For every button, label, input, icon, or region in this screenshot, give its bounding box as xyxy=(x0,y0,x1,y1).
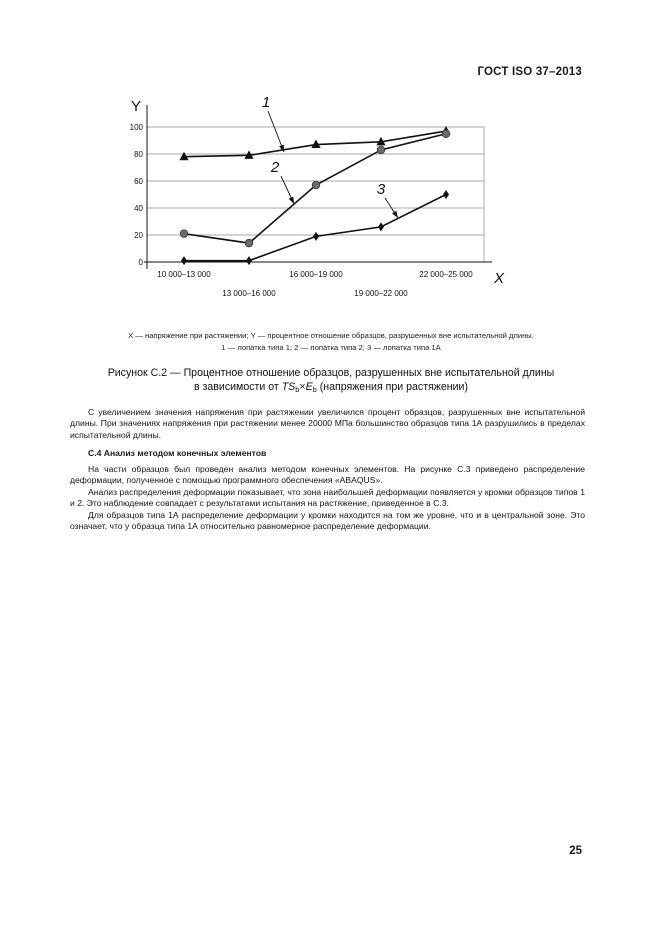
series-2-point xyxy=(442,130,450,138)
series-2-point xyxy=(377,146,385,154)
series-3-point xyxy=(181,256,187,265)
x-tick-label: 16 000–19 000 xyxy=(289,270,343,279)
y-axis-label: Y xyxy=(130,98,142,115)
x-axis-label: X xyxy=(493,270,505,287)
caption-e: E xyxy=(305,381,313,393)
line-chart xyxy=(0,0,662,310)
paragraph-1: С увеличением значения напряжения при растяжении увеличился процент образцов, разрушенных вне испытательной длины. При значениях напряжения при растяжении менее 20000 МПа большинство образцов типа 1А разрушились в пределах испытательной длины. xyxy=(70,407,585,440)
paragraph-4: Для образцов типа 1А распределение деформации у кромки находится на том же уровне, что и в центральной зоне. Это означает, что у образца типа 1А относительно равномерное распределение деформации. xyxy=(70,510,585,532)
series-3-point xyxy=(313,232,319,241)
series-3-point xyxy=(246,256,252,265)
figure-legend-line-1: X — напряжение при растяжении; Y — процентное отношение образцов, разрушенных вне испытательной длины. xyxy=(128,331,534,340)
paragraph-2: На части образцов был проведен анализ методом конечных элементов. На рисунке С.3 приведено распределение деформации, полученное с помощью программного обеспечения «ABAQUS». xyxy=(70,464,585,486)
x-tick-label: 22 000–25 000 xyxy=(419,270,473,279)
caption-text-pre: в зависимости от xyxy=(193,381,282,393)
series-3-point xyxy=(443,190,449,199)
series-3-label: 3 xyxy=(376,181,386,198)
page-number: 25 xyxy=(569,845,582,857)
caption-times: × xyxy=(299,381,306,393)
series-2-arrowhead xyxy=(289,197,294,204)
y-tick-label: 40 xyxy=(134,204,143,213)
x-tick-label: 19 000–22 000 xyxy=(354,289,408,298)
y-tick-label: 20 xyxy=(134,231,143,240)
y-tick-label: 0 xyxy=(138,258,143,267)
series-3-point xyxy=(378,222,384,231)
series-2-point xyxy=(180,230,188,238)
section-heading: С.4 Анализ методом конечных элементов xyxy=(88,448,267,458)
figure-legend-line-2: 1 — лопатка типа 1; 2 — лопатка типа 2; 3 — лопатка типа 1А xyxy=(221,343,441,352)
y-tick-label: 60 xyxy=(134,177,143,186)
series-2-point xyxy=(312,181,320,189)
caption-ts: TS xyxy=(281,381,296,393)
paragraph-3: Анализ распределения деформации показывает, что зона наибольшей деформации появляется у кромки образцов типов 1 и 2. Это наблюдение совпадает с результатами испытания на растяжение, приведенное в С.3. xyxy=(70,487,585,509)
caption-sub-1: b xyxy=(295,385,300,394)
y-tick-label: 80 xyxy=(134,150,143,159)
caption-sub-2: b xyxy=(312,385,317,394)
x-tick-label: 13 000–16 000 xyxy=(222,289,276,298)
series-2-label: 2 xyxy=(270,159,280,176)
standard-designation: ГОСТ ISO 37–2013 xyxy=(477,66,582,78)
x-tick-label: 10 000–13 000 xyxy=(157,270,211,279)
series-3-arrowhead xyxy=(392,211,398,218)
figure-caption-line-1: Рисунок С.2 — Процентное отношение образцов, разрушенных вне испытательной длины xyxy=(107,367,555,379)
series-2-point xyxy=(245,239,253,247)
series-1-label: 1 xyxy=(261,94,271,111)
series-3-line xyxy=(184,195,446,261)
caption-text-post: (напряжения при растяжении) xyxy=(316,381,469,393)
figure-caption-line-2 xyxy=(0,380,662,397)
y-tick-label: 100 xyxy=(129,123,143,132)
